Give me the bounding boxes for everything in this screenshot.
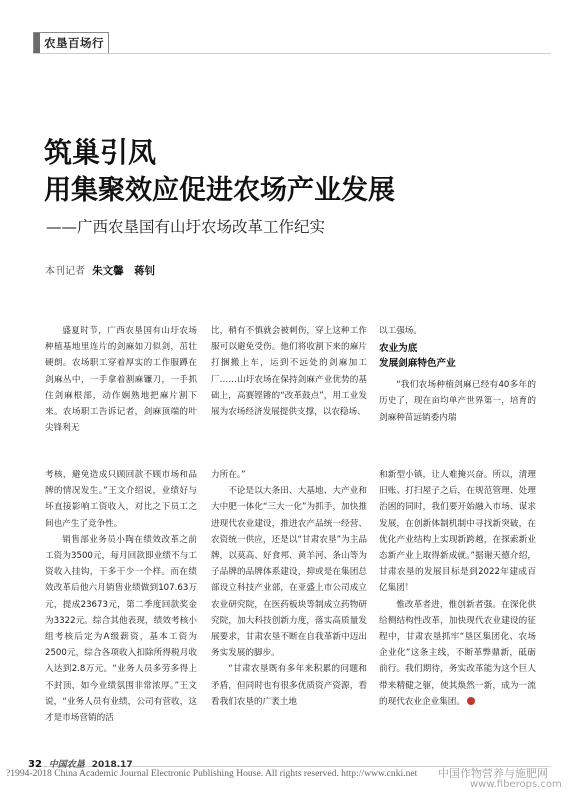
header-divider xyxy=(33,53,551,54)
paragraph-final xyxy=(379,597,536,710)
section-subhead: 农业为底 发展剑麻特色产业 xyxy=(379,343,456,370)
article-title-line2: 用集聚效应促进农场产业发展 xyxy=(44,175,395,206)
bottom-column-3 xyxy=(379,467,536,710)
bottom-column-2 xyxy=(211,467,367,710)
top-column-1 xyxy=(45,323,197,436)
watermark-url: www.fiberops.com xyxy=(470,779,562,790)
watermark-text: 中国作物营养与施肥网 xyxy=(438,767,548,780)
paragraph: 销售部业务员小陶在绩效改革之前工资为3500元，每月回款即业绩不与工资收入挂钩，干多干少一个样。而在绩效改革后他六月销售业绩做到107.63万元，提成23673元，第二季度回款奖金为3322元。综合其他表现，绩效考核小组考核后定为A级薪资，基本工资为2500元，综合各项收入扣除所得税月收入达到2.8万元。“业务人员多劳多得上不封顶，如今业绩氛围非常浓厚。”王文说，“业务人员有业绩，公司有营收，这才是市场营销的活 xyxy=(45,534,197,724)
paragraph: 考核，避免造成只顾回款不顾市场和品牌的情况发生。”王文介绍说，业绩好与坏直接影响工资收入，对比之下员工之间也产生了竞争性。 xyxy=(45,470,197,529)
paragraph: 和新型小镇，让人难掩兴奋。所以，清理旧账、打扫屋子之后，在规范管理、处理治困的同时，我们要开始融入市场、谋求发展，在创新体制机制中寻找新突破，在优化产业结构上实现新跨越，在探索新业态新产业上取得新成就。”据谢天德介绍，甘肃农垦的发展目标是到2022年建成百亿集团！ xyxy=(379,470,536,594)
top-column-2 xyxy=(211,323,367,420)
byline-label: 本刊记者 xyxy=(45,266,85,277)
section-tag xyxy=(33,32,109,54)
paragraph: 比，稍有不慎就会被刺伤，穿上这种工作服可以避免受伤。他们将收割下来的麻片打捆搬上车，运到不远处的剑麻加工厂……山圩农场在保持剑麻产业优势的基础上，高赛铿锵的“改革鼓点”，用工业发展为农场经济发展提供支撑，以农稳场、 xyxy=(211,326,367,418)
paragraph-text: 惟改革者进，惟创新者强。在深化供给侧结构性改革，加快现代农业建设的征程中，甘肃农垦抓牢“垦区集团化、农场企业化”这条主线，不断革弊鼎新，砥砺前行。我们期待，务实改革能为这个巨人带来精健之躯，使其焕然一新，成为一流的现代农业企业集团。 xyxy=(379,599,536,707)
paragraph: 盛夏时节，广西农垦国有山圩农场种植基地里连片的剑麻如刀似剑，茁壮硬朗。农场职工穿着厚实的工作服蹲在剑麻丛中，一手拿着割麻镰刀，一手抓住剑麻根部，动作娴熟地把麻片割下来。农场职工告诉记者，剑麻顶端的叶尖锋利无 xyxy=(45,326,197,434)
copyright-line: ?1994-2018 China Academic Journal Electronic Publishing House. All rights reserved. http://www.cnki.net xyxy=(6,768,418,779)
paragraph: “我们农场种植剑麻已经有40多年的历史了，现在亩均单产世界第一，培育的剑麻种苗远销委内瑞 xyxy=(379,380,536,423)
section-tag-label: 农垦百场行 xyxy=(44,36,104,50)
magazine-name: 中国农垦 xyxy=(48,760,85,770)
byline-names: 朱文馨 蒋钊 xyxy=(92,265,156,277)
section-tag-bar xyxy=(34,33,40,53)
paragraph: 以工强场。 xyxy=(379,326,422,336)
paragraph: 不论是以大条田、大基地、大产业和大中肥一体化“三大一化”为抓手，加快推进现代农业建设，推进农产品统一经营、农资统一供应，还是以“甘肃农垦”为主品牌，以莫高、好食邦、黄羊河、条山等为子品牌的品牌体系建设，抑或是在集团总部设立科技产业部，在亚盛上市公司成立农业研究院，在医药板块等制成立药物研究院，加大科技创新力度，落实高质量发展要求，甘肃农垦不断在自我革新中迈出务实发展的脚步。 xyxy=(211,486,367,659)
paragraph: 力所在。” xyxy=(211,470,246,480)
issue-number: 2018.17 xyxy=(91,760,133,770)
bottom-column-1 xyxy=(45,467,197,726)
article-title-line1: 筑巢引凤 xyxy=(44,136,157,169)
top-column-3 xyxy=(379,323,536,426)
end-mark-icon xyxy=(467,697,475,705)
page-number: 32 xyxy=(28,759,42,770)
paragraph: “甘肃农垦既有多年来积累的问题和矛盾，但同时也有很多优质资产资源，看看我们农垦的广袤土地 xyxy=(211,664,367,707)
article-subtitle: ——广西农垦国有山圩农场改革工作纪实 xyxy=(46,218,326,236)
byline xyxy=(45,262,155,278)
